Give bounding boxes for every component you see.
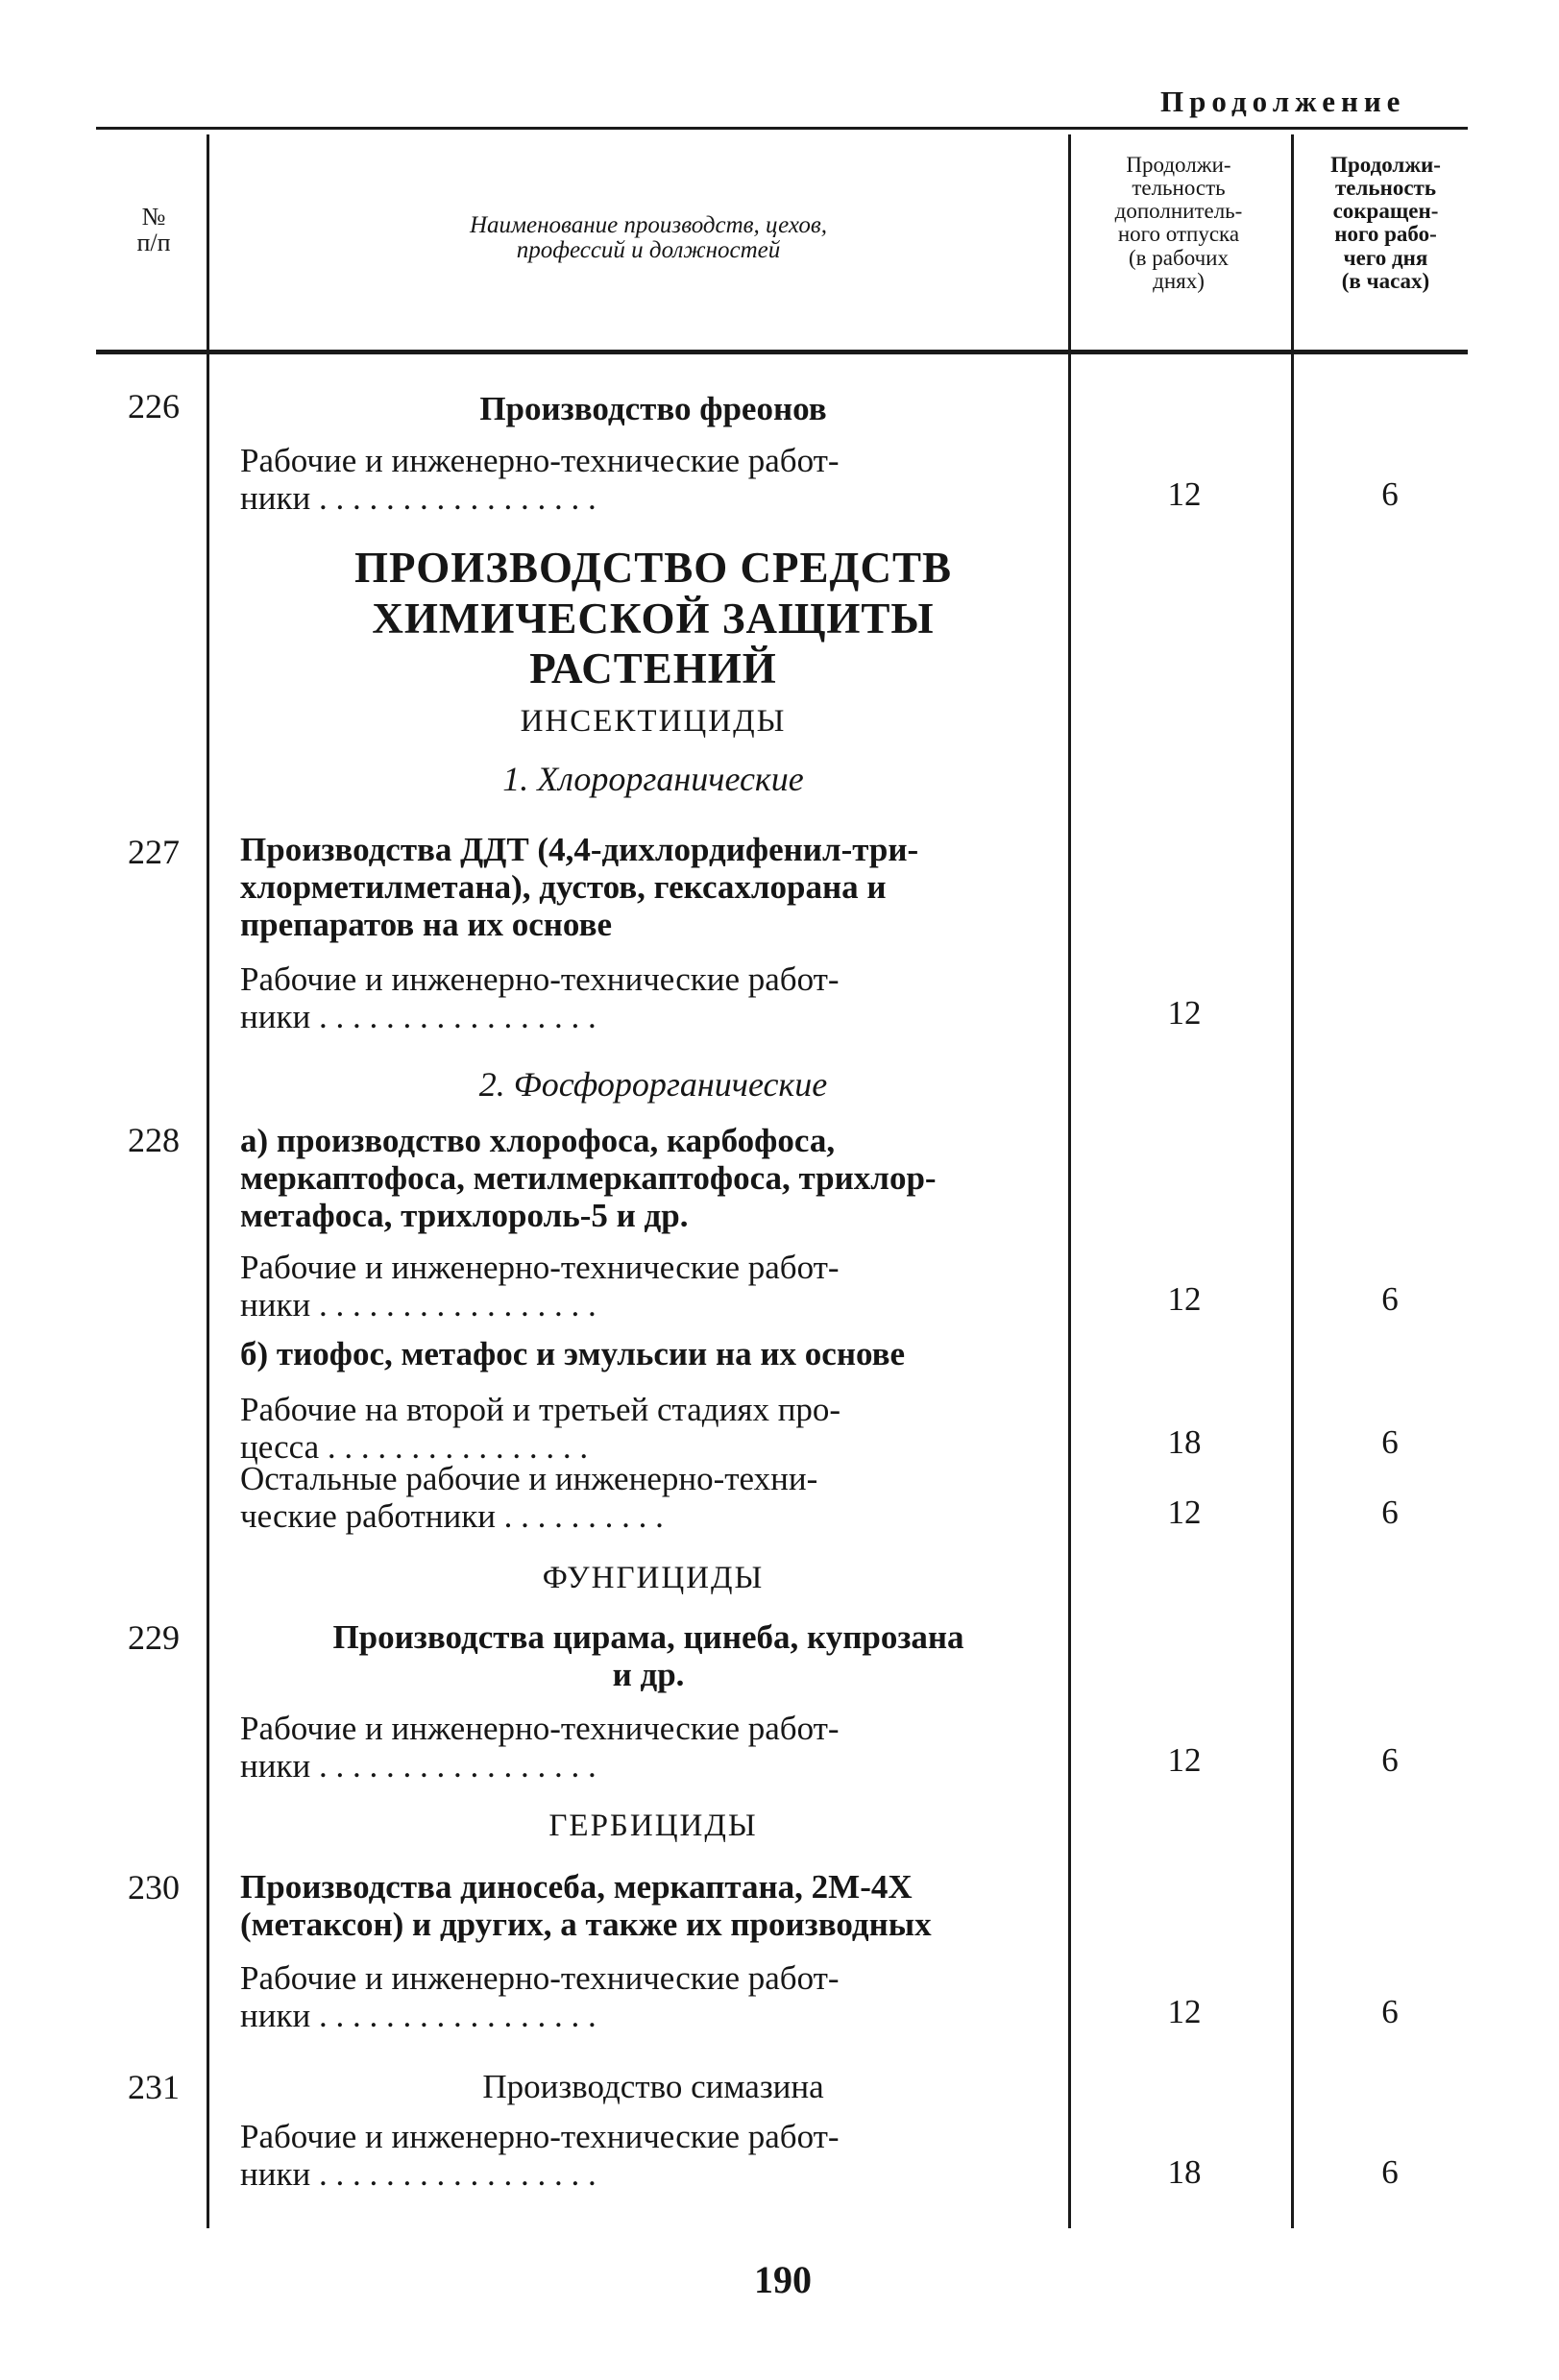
row-workers: Рабочие и инженерно-технические работ- ники . . . . . . . . . . . . . . . . . (240, 1710, 840, 1785)
hours-value: 6 (1381, 1280, 1399, 1318)
vacation-value: 12 (1167, 1280, 1202, 1318)
row-workers: Рабочие и инженерно-технические работ- ники . . . . . . . . . . . . . . . . . (240, 1959, 840, 2035)
vacation-value: 12 (1167, 1993, 1202, 2030)
row-title: Производства цирама, цинеба, купрозана и др. (332, 1618, 964, 1694)
hours-value: 6 (1381, 2153, 1399, 2191)
column-rule-3 (1291, 134, 1294, 2228)
table-top-rule (96, 127, 1468, 130)
row-number: 226 (128, 387, 180, 425)
header-name: Наименование производств, цехов, профессий и должностей (470, 212, 827, 264)
row-workers: Рабочие и инженерно-технические работ- ники . . . . . . . . . . . . . . . . . (240, 2118, 840, 2194)
row-workers: Рабочие и инженерно-технические работ- ники . . . . . . . . . . . . . . . . . (240, 442, 840, 518)
subcategory-heading: 2. Фосфорорганические (478, 1065, 828, 1104)
header-number: № п/п (136, 203, 171, 257)
header-vacation: Продолжи- тельность дополнитель- ного отпуска (в рабочих днях) (1114, 153, 1243, 293)
subcategory-heading: 1. Хлорорганические (502, 760, 804, 798)
vacation-value: 18 (1167, 2153, 1202, 2191)
row-subtitle: б) тиофос, метафос и эмульсии на их основе (240, 1335, 906, 1372)
row-number: 230 (128, 1868, 180, 1906)
row-title: а) производство хлорофоса, карбофоса, меркаптофоса, метилмеркаптофоса, трихлор- метафоса, трихлороль-5 и др. (240, 1122, 937, 1235)
section-heading: ПРОИЗВОДСТВО СРЕДСТВ ХИМИЧЕСКОЙ ЗАЩИТЫ РАСТЕНИЙ (354, 544, 952, 693)
row-workers: Остальные рабочие и инженерно-техни- ческие работники . . . . . . . . . . (240, 1460, 818, 1536)
hours-value: 6 (1381, 475, 1399, 513)
hours-value: 6 (1381, 1423, 1399, 1461)
row-number: 229 (128, 1618, 180, 1657)
row-title: Производство симазина (482, 2068, 824, 2105)
row-workers: Рабочие на второй и третьей стадиях про- цесса . . . . . . . . . . . . . . . . (240, 1391, 841, 1467)
vacation-value: 12 (1167, 994, 1202, 1032)
column-rule-2 (1068, 134, 1071, 2228)
category-heading: ФУНГИЦИДЫ (542, 1561, 765, 1595)
row-title: Производство фреонов (479, 390, 827, 427)
category-heading: ИНСЕКТИЦИДЫ (520, 704, 787, 739)
row-title: Производства ДДТ (4,4-дихлордифенил-три- хлорметилметана), дустов, гексахлорана и препаратов на их основе (240, 831, 919, 944)
row-workers: Рабочие и инженерно-технические работ- ники . . . . . . . . . . . . . . . . . (240, 960, 840, 1036)
vacation-value: 18 (1167, 1423, 1202, 1461)
row-number: 228 (128, 1121, 180, 1159)
vacation-value: 12 (1167, 475, 1202, 513)
header-bottom-rule (96, 350, 1468, 354)
row-title: Производства диносеба, меркаптана, 2М-4Х (метаксон) и других, а также их производных (240, 1868, 932, 1944)
vacation-value: 12 (1167, 1741, 1202, 1779)
column-rule-1 (207, 134, 209, 2228)
row-workers: Рабочие и инженерно-технические работ- ники . . . . . . . . . . . . . . . . . (240, 1249, 840, 1324)
header-hours: Продолжи- тельность сокращен- ного рабо- чего дня (в часах) (1330, 153, 1441, 293)
category-heading: ГЕРБИЦИДЫ (548, 1809, 758, 1843)
vacation-value: 12 (1167, 1494, 1202, 1531)
row-number: 227 (128, 833, 180, 871)
hours-value: 6 (1381, 1741, 1399, 1779)
hours-value: 6 (1381, 1993, 1399, 2030)
page-number: 190 (754, 2258, 812, 2301)
continuation-label: Продолжение (1160, 85, 1406, 118)
row-number: 231 (128, 2068, 180, 2106)
hours-value: 6 (1381, 1494, 1399, 1531)
